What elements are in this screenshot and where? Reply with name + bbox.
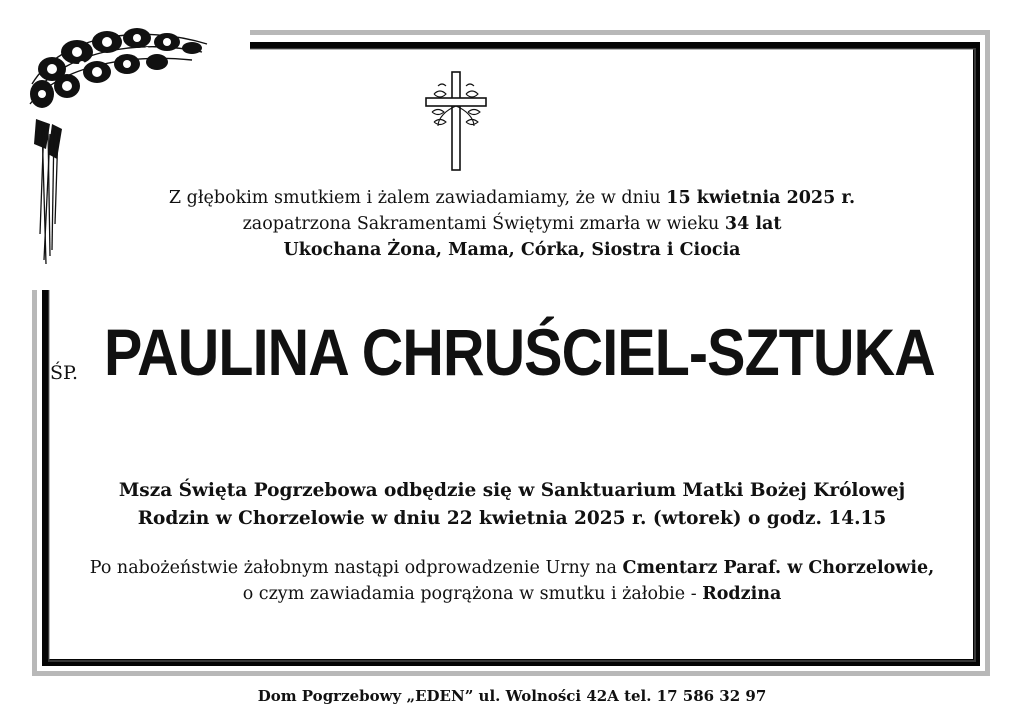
announcement-line-1 <box>0 188 1024 208</box>
name-prefix: ŚP. <box>50 362 78 384</box>
burial-info-line-1 <box>0 558 1024 578</box>
announcement-line-2 <box>0 214 1024 234</box>
burial-intro: Po nabożeństwie żałobnym nastąpi odprowadzenie Urny na <box>89 558 623 578</box>
deceased-name: PAULINA CHRUŚCIEL-SZTUKA <box>104 315 935 389</box>
sacraments-text: zaopatrzona Sakramentami Świętymi zmarła w wieku <box>242 214 725 234</box>
family-signature: Rodzina <box>702 584 782 604</box>
cross-with-lilies-icon <box>420 70 492 172</box>
date-of-death: 15 kwietnia 2025 r. <box>666 188 856 208</box>
burial-info-line-2 <box>0 584 1024 604</box>
mass-info-line-1: Msza Święta Pogrzebowa odbędzie się w Sanktuarium Matki Bożej Królowej <box>118 480 906 501</box>
deceased-name-row <box>46 312 976 392</box>
family-roles: Ukochana Żona, Mama, Córka, Siostra i Ciocia <box>283 240 741 260</box>
notifier-intro: o czym zawiadamia pogrążona w smutku i żałobie - <box>242 584 703 604</box>
cemetery-name: Cmentarz Paraf. w Chorzelowie, <box>622 558 935 578</box>
mass-info-line-2: Rodzin w Chorzelowie w dniu 22 kwietnia 2025 r. (wtorek) o godz. 14.15 <box>137 508 887 529</box>
funeral-home-footer: Dom Pogrzebowy „EDEN” ul. Wolności 42A tel. 17 586 32 97 <box>257 687 767 705</box>
announcement-intro: Z głębokim smutkiem i żalem zawiadamiamy, że w dniu <box>168 188 667 208</box>
age-at-death: 34 lat <box>724 214 782 234</box>
